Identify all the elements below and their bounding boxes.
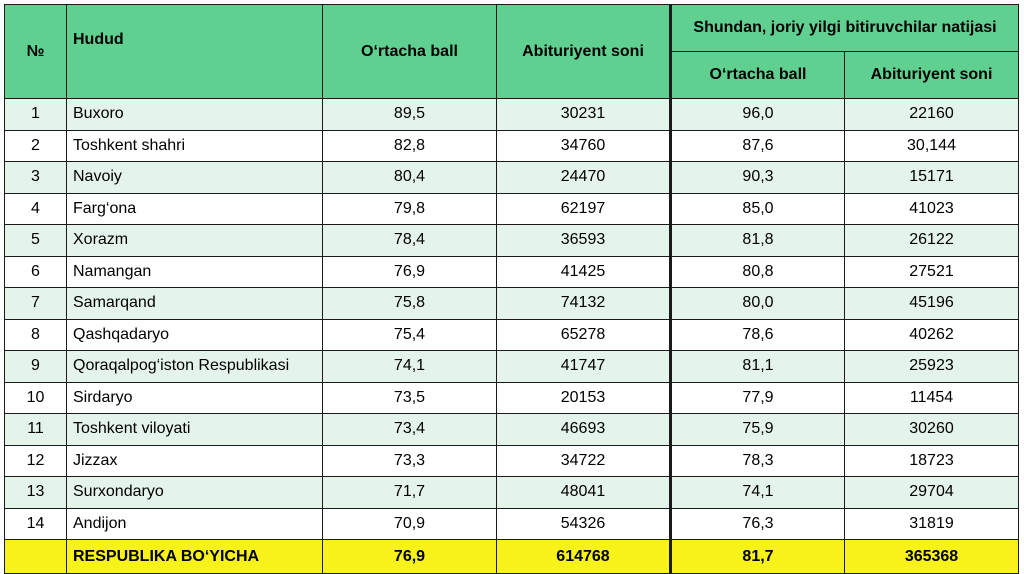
row-avg: 75,4 xyxy=(323,319,497,351)
row-group-avg: 77,9 xyxy=(671,382,845,414)
table-header xyxy=(5,5,1019,99)
row-group-avg: 90,3 xyxy=(671,162,845,194)
table-row xyxy=(5,508,1019,540)
row-region: Toshkent viloyati xyxy=(67,414,323,446)
row-avg: 79,8 xyxy=(323,193,497,225)
header-avg-ball: O‘rtacha ball xyxy=(323,5,497,99)
row-no: 9 xyxy=(5,351,67,383)
row-region: Farg‘ona xyxy=(67,193,323,225)
row-region: Toshkent shahri xyxy=(67,130,323,162)
row-avg: 73,5 xyxy=(323,382,497,414)
row-group-count: 27521 xyxy=(845,256,1019,288)
row-avg: 73,4 xyxy=(323,414,497,446)
row-region: Xorazm xyxy=(67,225,323,257)
row-no: 7 xyxy=(5,288,67,320)
table-row xyxy=(5,445,1019,477)
row-avg: 71,7 xyxy=(323,477,497,509)
row-avg: 76,9 xyxy=(323,256,497,288)
row-group-avg: 78,6 xyxy=(671,319,845,351)
table-row xyxy=(5,130,1019,162)
total-group-avg: 81,7 xyxy=(671,540,845,574)
row-group-count: 30,144 xyxy=(845,130,1019,162)
total-label: RESPUBLIKA BO‘YICHA xyxy=(67,540,323,574)
total-row xyxy=(5,540,1019,574)
row-count: 48041 xyxy=(497,477,671,509)
row-group-avg: 80,8 xyxy=(671,256,845,288)
row-count: 34760 xyxy=(497,130,671,162)
row-no: 12 xyxy=(5,445,67,477)
row-region: Samarqand xyxy=(67,288,323,320)
row-avg: 74,1 xyxy=(323,351,497,383)
row-group-count: 18723 xyxy=(845,445,1019,477)
row-count: 65278 xyxy=(497,319,671,351)
row-avg: 80,4 xyxy=(323,162,497,194)
total-avg: 76,9 xyxy=(323,540,497,574)
row-group-avg: 78,3 xyxy=(671,445,845,477)
row-no: 1 xyxy=(5,99,67,131)
table-row xyxy=(5,382,1019,414)
row-count: 46693 xyxy=(497,414,671,446)
header-sub-avg-ball: O‘rtacha ball xyxy=(671,52,845,99)
row-group-count: 29704 xyxy=(845,477,1019,509)
header-applicants: Abituriyent soni xyxy=(497,5,671,99)
row-avg: 73,3 xyxy=(323,445,497,477)
row-count: 41747 xyxy=(497,351,671,383)
row-group-avg: 81,8 xyxy=(671,225,845,257)
row-group-avg: 81,1 xyxy=(671,351,845,383)
row-region: Qashqadaryo xyxy=(67,319,323,351)
row-group-avg: 96,0 xyxy=(671,99,845,131)
row-count: 30231 xyxy=(497,99,671,131)
row-group-count: 30260 xyxy=(845,414,1019,446)
row-avg: 70,9 xyxy=(323,508,497,540)
row-region: Navoiy xyxy=(67,162,323,194)
row-no: 4 xyxy=(5,193,67,225)
table-footer xyxy=(5,540,1019,574)
row-region: Andijon xyxy=(67,508,323,540)
row-group-count: 22160 xyxy=(845,99,1019,131)
row-group-avg: 74,1 xyxy=(671,477,845,509)
row-count: 62197 xyxy=(497,193,671,225)
table-row xyxy=(5,351,1019,383)
row-region: Qoraqalpog‘iston Respublikasi xyxy=(67,351,323,383)
header-hudud: Hudud xyxy=(67,5,323,99)
row-no: 8 xyxy=(5,319,67,351)
row-no: 5 xyxy=(5,225,67,257)
table-row xyxy=(5,477,1019,509)
row-group-count: 15171 xyxy=(845,162,1019,194)
row-group-count: 26122 xyxy=(845,225,1019,257)
table-body xyxy=(5,99,1019,540)
table-row xyxy=(5,99,1019,131)
results-table-container xyxy=(4,4,1018,574)
row-count: 41425 xyxy=(497,256,671,288)
row-no: 13 xyxy=(5,477,67,509)
row-region: Sirdaryo xyxy=(67,382,323,414)
row-group-count: 11454 xyxy=(845,382,1019,414)
row-count: 54326 xyxy=(497,508,671,540)
row-no: 3 xyxy=(5,162,67,194)
row-group-avg: 87,6 xyxy=(671,130,845,162)
row-group-count: 31819 xyxy=(845,508,1019,540)
row-region: Namangan xyxy=(67,256,323,288)
table-row xyxy=(5,319,1019,351)
table-row xyxy=(5,288,1019,320)
row-count: 20153 xyxy=(497,382,671,414)
row-no: 10 xyxy=(5,382,67,414)
total-count: 614768 xyxy=(497,540,671,574)
row-group-count: 45196 xyxy=(845,288,1019,320)
table-row xyxy=(5,225,1019,257)
table-row xyxy=(5,162,1019,194)
row-region: Buxoro xyxy=(67,99,323,131)
row-avg: 75,8 xyxy=(323,288,497,320)
row-group-count: 40262 xyxy=(845,319,1019,351)
row-count: 74132 xyxy=(497,288,671,320)
table-row xyxy=(5,414,1019,446)
row-group-count: 41023 xyxy=(845,193,1019,225)
row-group-avg: 75,9 xyxy=(671,414,845,446)
row-avg: 89,5 xyxy=(323,99,497,131)
table-row xyxy=(5,256,1019,288)
row-group-avg: 80,0 xyxy=(671,288,845,320)
row-count: 36593 xyxy=(497,225,671,257)
row-group-avg: 76,3 xyxy=(671,508,845,540)
header-no: № xyxy=(5,5,67,99)
results-table xyxy=(4,4,1019,574)
row-no: 14 xyxy=(5,508,67,540)
row-region: Jizzax xyxy=(67,445,323,477)
row-count: 24470 xyxy=(497,162,671,194)
row-region: Surxondaryo xyxy=(67,477,323,509)
row-avg: 82,8 xyxy=(323,130,497,162)
row-no: 6 xyxy=(5,256,67,288)
table-row xyxy=(5,193,1019,225)
row-no: 11 xyxy=(5,414,67,446)
row-count: 34722 xyxy=(497,445,671,477)
header-group-title: Shundan, joriy yilgi bitiruvchilar natijasi xyxy=(671,5,1019,52)
header-sub-applicants: Abituriyent soni xyxy=(845,52,1019,99)
total-no xyxy=(5,540,67,574)
row-no: 2 xyxy=(5,130,67,162)
row-avg: 78,4 xyxy=(323,225,497,257)
total-group-count: 365368 xyxy=(845,540,1019,574)
row-group-avg: 85,0 xyxy=(671,193,845,225)
row-group-count: 25923 xyxy=(845,351,1019,383)
